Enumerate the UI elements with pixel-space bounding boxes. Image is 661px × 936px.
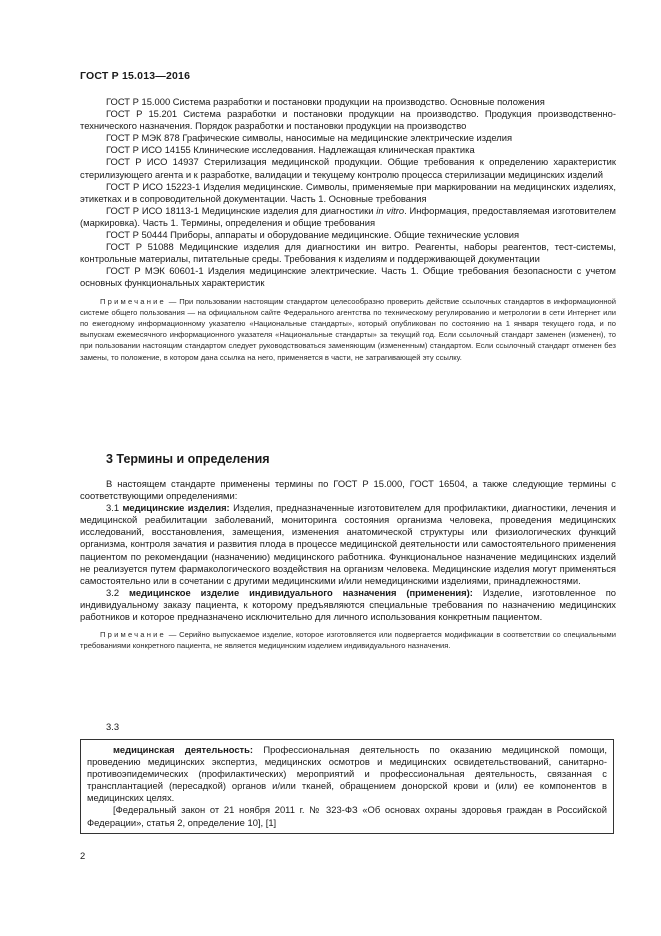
reference-item: ГОСТ Р МЭК 60601-1 Изделия медицинские электрические. Часть 1. Общие требования безопасности с учетом основных функциональных характеристик <box>80 265 616 289</box>
term-3-3-box <box>80 739 614 834</box>
reference-item: ГОСТ Р ИСО 14155 Клинические исследования. Надлежащая клиническая практика <box>106 144 475 156</box>
term-definition: Изделие, изготовленное по индивидуальному заказу пациента, к которому предъявляются специальные требования по назначению медицинских работников и которое предназначено исключительно для личного использования конкретным пациентом. <box>80 586 616 623</box>
term-3-1 <box>80 502 616 587</box>
section-title: 3 Термины и определения <box>106 452 270 466</box>
reference-item-18113 <box>80 205 616 229</box>
term-heading: медицинская деятельность: <box>113 744 254 755</box>
note-references <box>80 296 616 363</box>
reference-item: ГОСТ Р ИСО 15223-1 Изделия медицинские. Символы, применяемые при маркировании на медицинских изделиях, этикетках и в сопроводительной документации. Часть 1. Основные требования <box>80 180 616 204</box>
reference-item: ГОСТ Р МЭК 878 Графические символы, наносимые на медицинские электрические изделия <box>106 132 513 144</box>
term-definition: Профессиональная деятельность по оказанию медицинской помощи, проведению медицинских экспертиз, медицинских осмотров и медицинских освидетельствований, санитарно-противоэпидемических (профилактических) мероприятий и профессиональная деятельность, связанная с трансплантацией (пересадкой) органов и/или тканей, обращением донорской крови и (или) ее компонентов в медицинских целях. <box>87 744 607 804</box>
term-number: 3.1 <box>106 502 123 514</box>
term-source: [Федеральный закон от 21 ноября 2011 г. № 323-ФЗ «Об основах охраны здоровья граждан в Российской Федерации», статья 2, определение 10], [1] <box>87 804 607 828</box>
terms-section <box>80 478 616 652</box>
note-label: Примечание <box>100 630 166 640</box>
term-number: 3.2 <box>106 586 129 598</box>
term-definition: Изделия, предназначенные изготовителем для профилактики, диагностики, лечения и медицинской реабилитации заболеваний, мониторинга состояния организма человека, проведения медицинских исследований, восстановления, замещения, изменения анатомической структуры или физиологических функций организма, контроля зачатия и развития плода в процессе медицинской деятельности или самостоятельного применения пациентом по рекомендации (назначению) медицинского работника. Функциональное назначение медицинских изделий не реализуется путем фармакологического воздействия на организм человека. Медицинские изделия могут применяться самостоятельно или в сочетании с другими медицинскими и/или немедицинскими изделиями, принадлежностями. <box>80 502 616 586</box>
reference-item: ГОСТ Р 15.000 Система разработки и постановки продукции на производство. Основные положения <box>106 96 545 107</box>
reference-item: ГОСТ Р 51088 Медицинские изделия для диагностики ин витро. Реагенты, наборы реагентов, тест-системы, контрольные материалы, питательные среды. Требования к изделиям и поддерживающей документации <box>80 241 616 265</box>
reference-item: ГОСТ Р 15.201 Система разработки и постановки продукции на производство. Продукция производственно-технического назначения. Порядок разработки и постановки продукции на производство <box>80 108 616 132</box>
term-3-3 <box>87 744 607 804</box>
note-label: Примечание <box>100 296 166 306</box>
term-heading: медицинские изделия: <box>122 502 230 514</box>
term-3-2 <box>80 587 616 623</box>
note-text: — При пользовании настоящим стандартом целесообразно проверить действие ссылочных стандартов в информационной системе общего пользования — на официальном сайте Федерального агентства по техническому регулированию и метрологии в сети Интернет или по ежегодному информационному указателю «Национальные стандарты», который опубликован по состоянию на 1 января текущего года, и по выпускам ежемесячного информационного указателя «Национальные стандарты» за текущий год. Если ссылочный стандарт заменен (изменен), то при пользовании настоящим стандартом следует руководствоваться заменяющим (измененным) стандартом. Если ссылочный стандарт отменен без замены, то положение, в котором дана ссылка на него, применяется в части, не затрагивающей эту ссылку. <box>80 296 616 362</box>
ref-18113-before: ГОСТ Р ИСО 18113-1 Медицинские изделия для диагностики <box>106 204 377 216</box>
document-header: ГОСТ Р 15.013—2016 <box>80 70 191 82</box>
reference-item: ГОСТ Р 50444 Приборы, аппараты и оборудование медицинские. Общие технические условия <box>106 229 520 241</box>
note-text: — Серийно выпускаемое изделие, которое изготовляется или подвергается модификации в соответствии со специальными требованиями конкретного пациента, не является медицинским изделием индивидуального назначения. <box>80 630 616 651</box>
term-heading: медицинское изделие индивидуального назначения (применения): <box>128 586 473 598</box>
page-number: 2 <box>80 850 86 861</box>
term-3-3-number: 3.3 <box>106 721 120 732</box>
ref-18113-after: . Информация, предоставляемая изготовителем (маркировка). Часть 1. Термины, определения и общие требования <box>80 204 616 228</box>
reference-item: ГОСТ Р ИСО 14937 Стерилизация медицинской продукции. Общие требования к определению характеристик стерилизующего агента и к разработке, валидации и текущему контролю процесса стерилизации медицинских изделий <box>80 156 616 180</box>
note-term-3-2 <box>80 629 616 651</box>
normative-references <box>80 96 616 363</box>
ref-18113-italic: in vitro <box>376 204 405 216</box>
section-intro: В настоящем стандарте применены термины по ГОСТ Р 15.000, ГОСТ 16504, а также следующие термины с соответствующими определениями: <box>80 478 616 502</box>
